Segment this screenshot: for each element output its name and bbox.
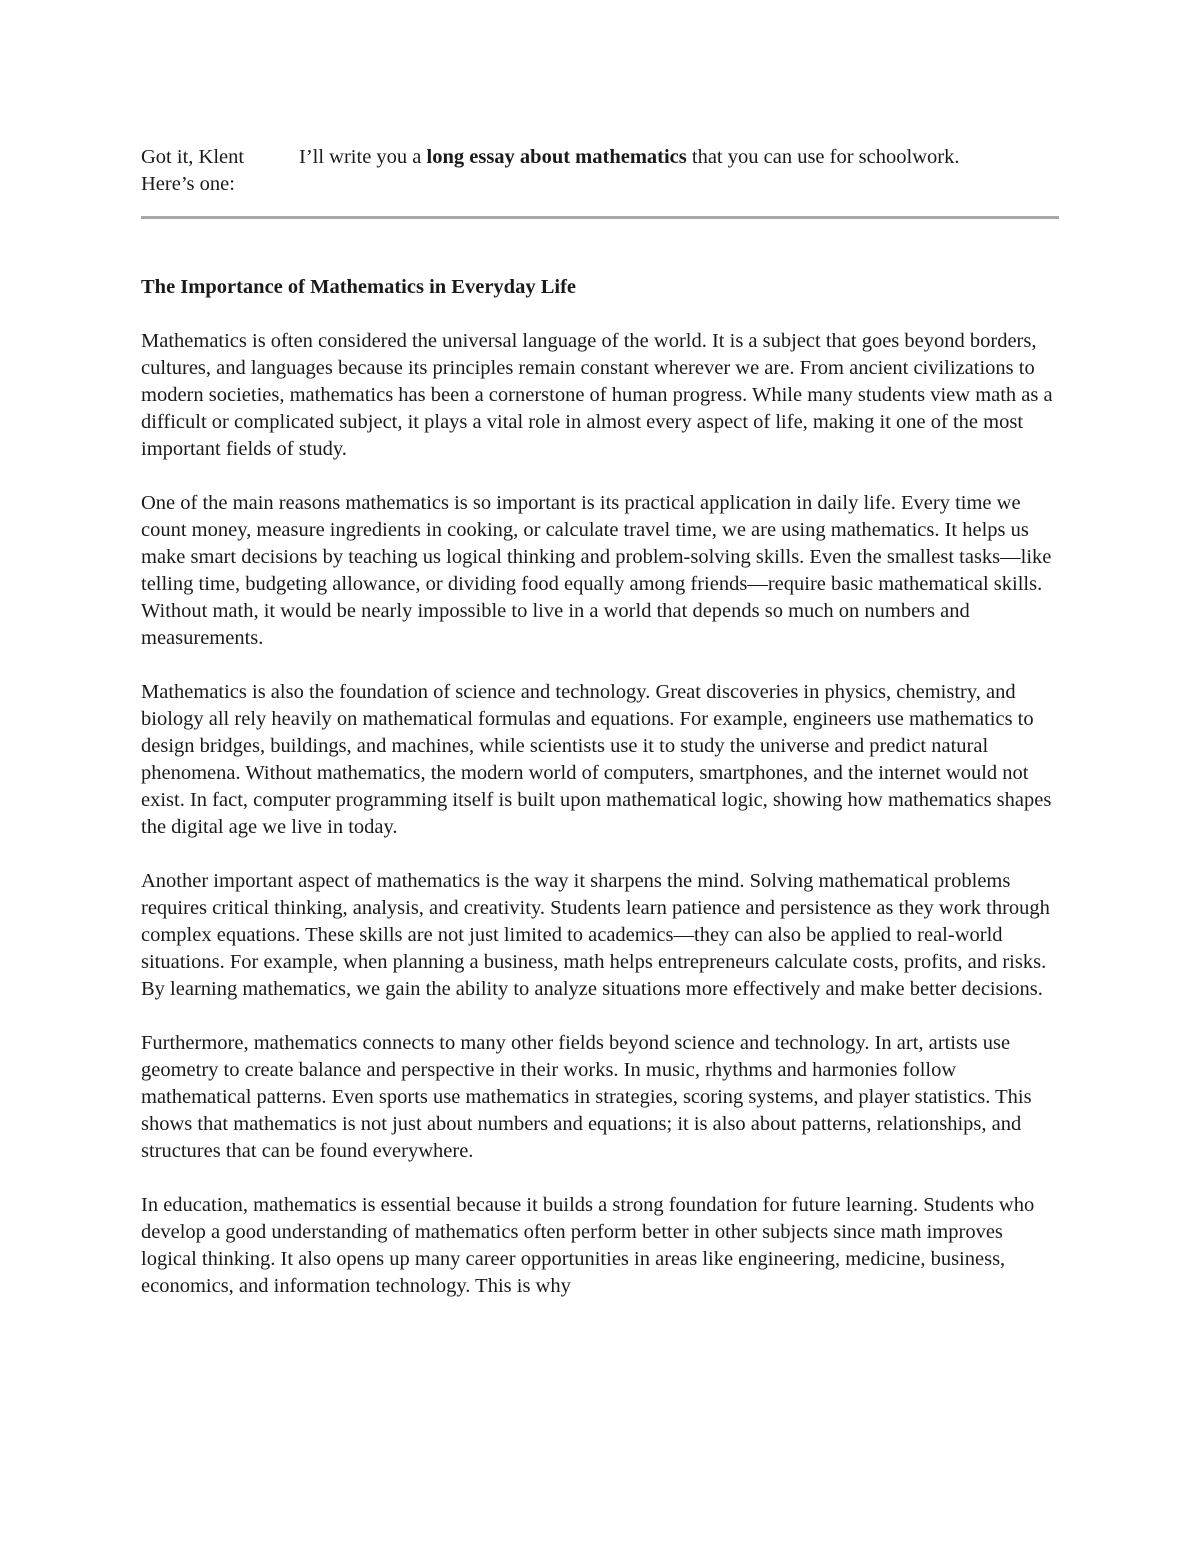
intro-greeting: Got it, Klent (141, 146, 245, 168)
essay-paragraph-4: Another important aspect of mathematics is the way it sharpens the mind. Solving mathematical problems requires critical thinking, analysis, and creativity. Students learn patience and persistence as they work through complex equations. These skills are not just limited to academics—they can also be applied to real-world situations. For example, when planning a business, math helps entrepreneurs calculate costs, profits, and risks. By learning mathematics, we gain the ability to analyze situations more effectively and make better decisions. (141, 870, 1050, 1000)
intro-left-column (141, 144, 299, 198)
document-page (141, 144, 1059, 1300)
intro-text-after: that you can use for schoolwork. (686, 146, 960, 168)
essay-paragraph-3: Mathematics is also the foundation of science and technology. Great discoveries in physics, chemistry, and biology all rely heavily on mathematical formulas and equations. For example, engineers use mathematics to design bridges, buildings, and machines, while scientists use it to study the universe and predict natural phenomena. Without mathematics, the modern world of computers, smartphones, and the internet would not exist. In fact, computer programming itself is built upon mathematical logic, showing how mathematics shapes the digital age we live in today. (141, 681, 1052, 838)
essay-paragraph-1: Mathematics is often considered the universal language of the world. It is a subject that goes beyond borders, cultures, and languages because its principles remain constant wherever we are. From ancient civilizations to modern societies, mathematics has been a cornerstone of human progress. While many students view math as a difficult or complicated subject, it plays a vital role in almost every aspect of life, making it one of the most important fields of study. (141, 330, 1053, 460)
intro-block (141, 144, 1059, 198)
essay-paragraph-6: In education, mathematics is essential because it builds a strong foundation for future learning. Students who develop a good understanding of mathematics often perform better in other subjects since math improves logical thinking. It also opens up many career opportunities in areas like engineering, medicine, business, economics, and information technology. This is why (141, 1194, 1035, 1297)
horizontal-divider (141, 216, 1059, 219)
essay-paragraph-2: One of the main reasons mathematics is so important is its practical application in daily life. Every time we count money, measure ingredients in cooking, or calculate travel time, we are using mathematics. It helps us make smart decisions by teaching us logical thinking and problem-solving skills. Even the smallest tasks—like telling time, budgeting allowance, or dividing food equally among friends—require basic mathematical skills. Without math, it would be nearly impossible to live in a world that depends so much on numbers and measurements. (141, 492, 1052, 649)
essay-title: The Importance of Mathematics in Everyday Life (141, 276, 576, 298)
essay-paragraph-5: Furthermore, mathematics connects to many other fields beyond science and technology. In art, artists use geometry to create balance and perspective in their works. In music, rhythms and harmonies follow mathematical patterns. Even sports use mathematics in strategies, scoring systems, and player statistics. This shows that mathematics is not just about numbers and equations; it is also about patterns, relationships, and structures that can be found everywhere. (141, 1032, 1032, 1162)
intro-text-before: I’ll write you a (299, 146, 427, 168)
intro-sentence (299, 144, 1059, 198)
intro-lead-in: Here’s one: (141, 173, 235, 195)
intro-bold-phrase: long essay about mathematics (426, 146, 687, 168)
